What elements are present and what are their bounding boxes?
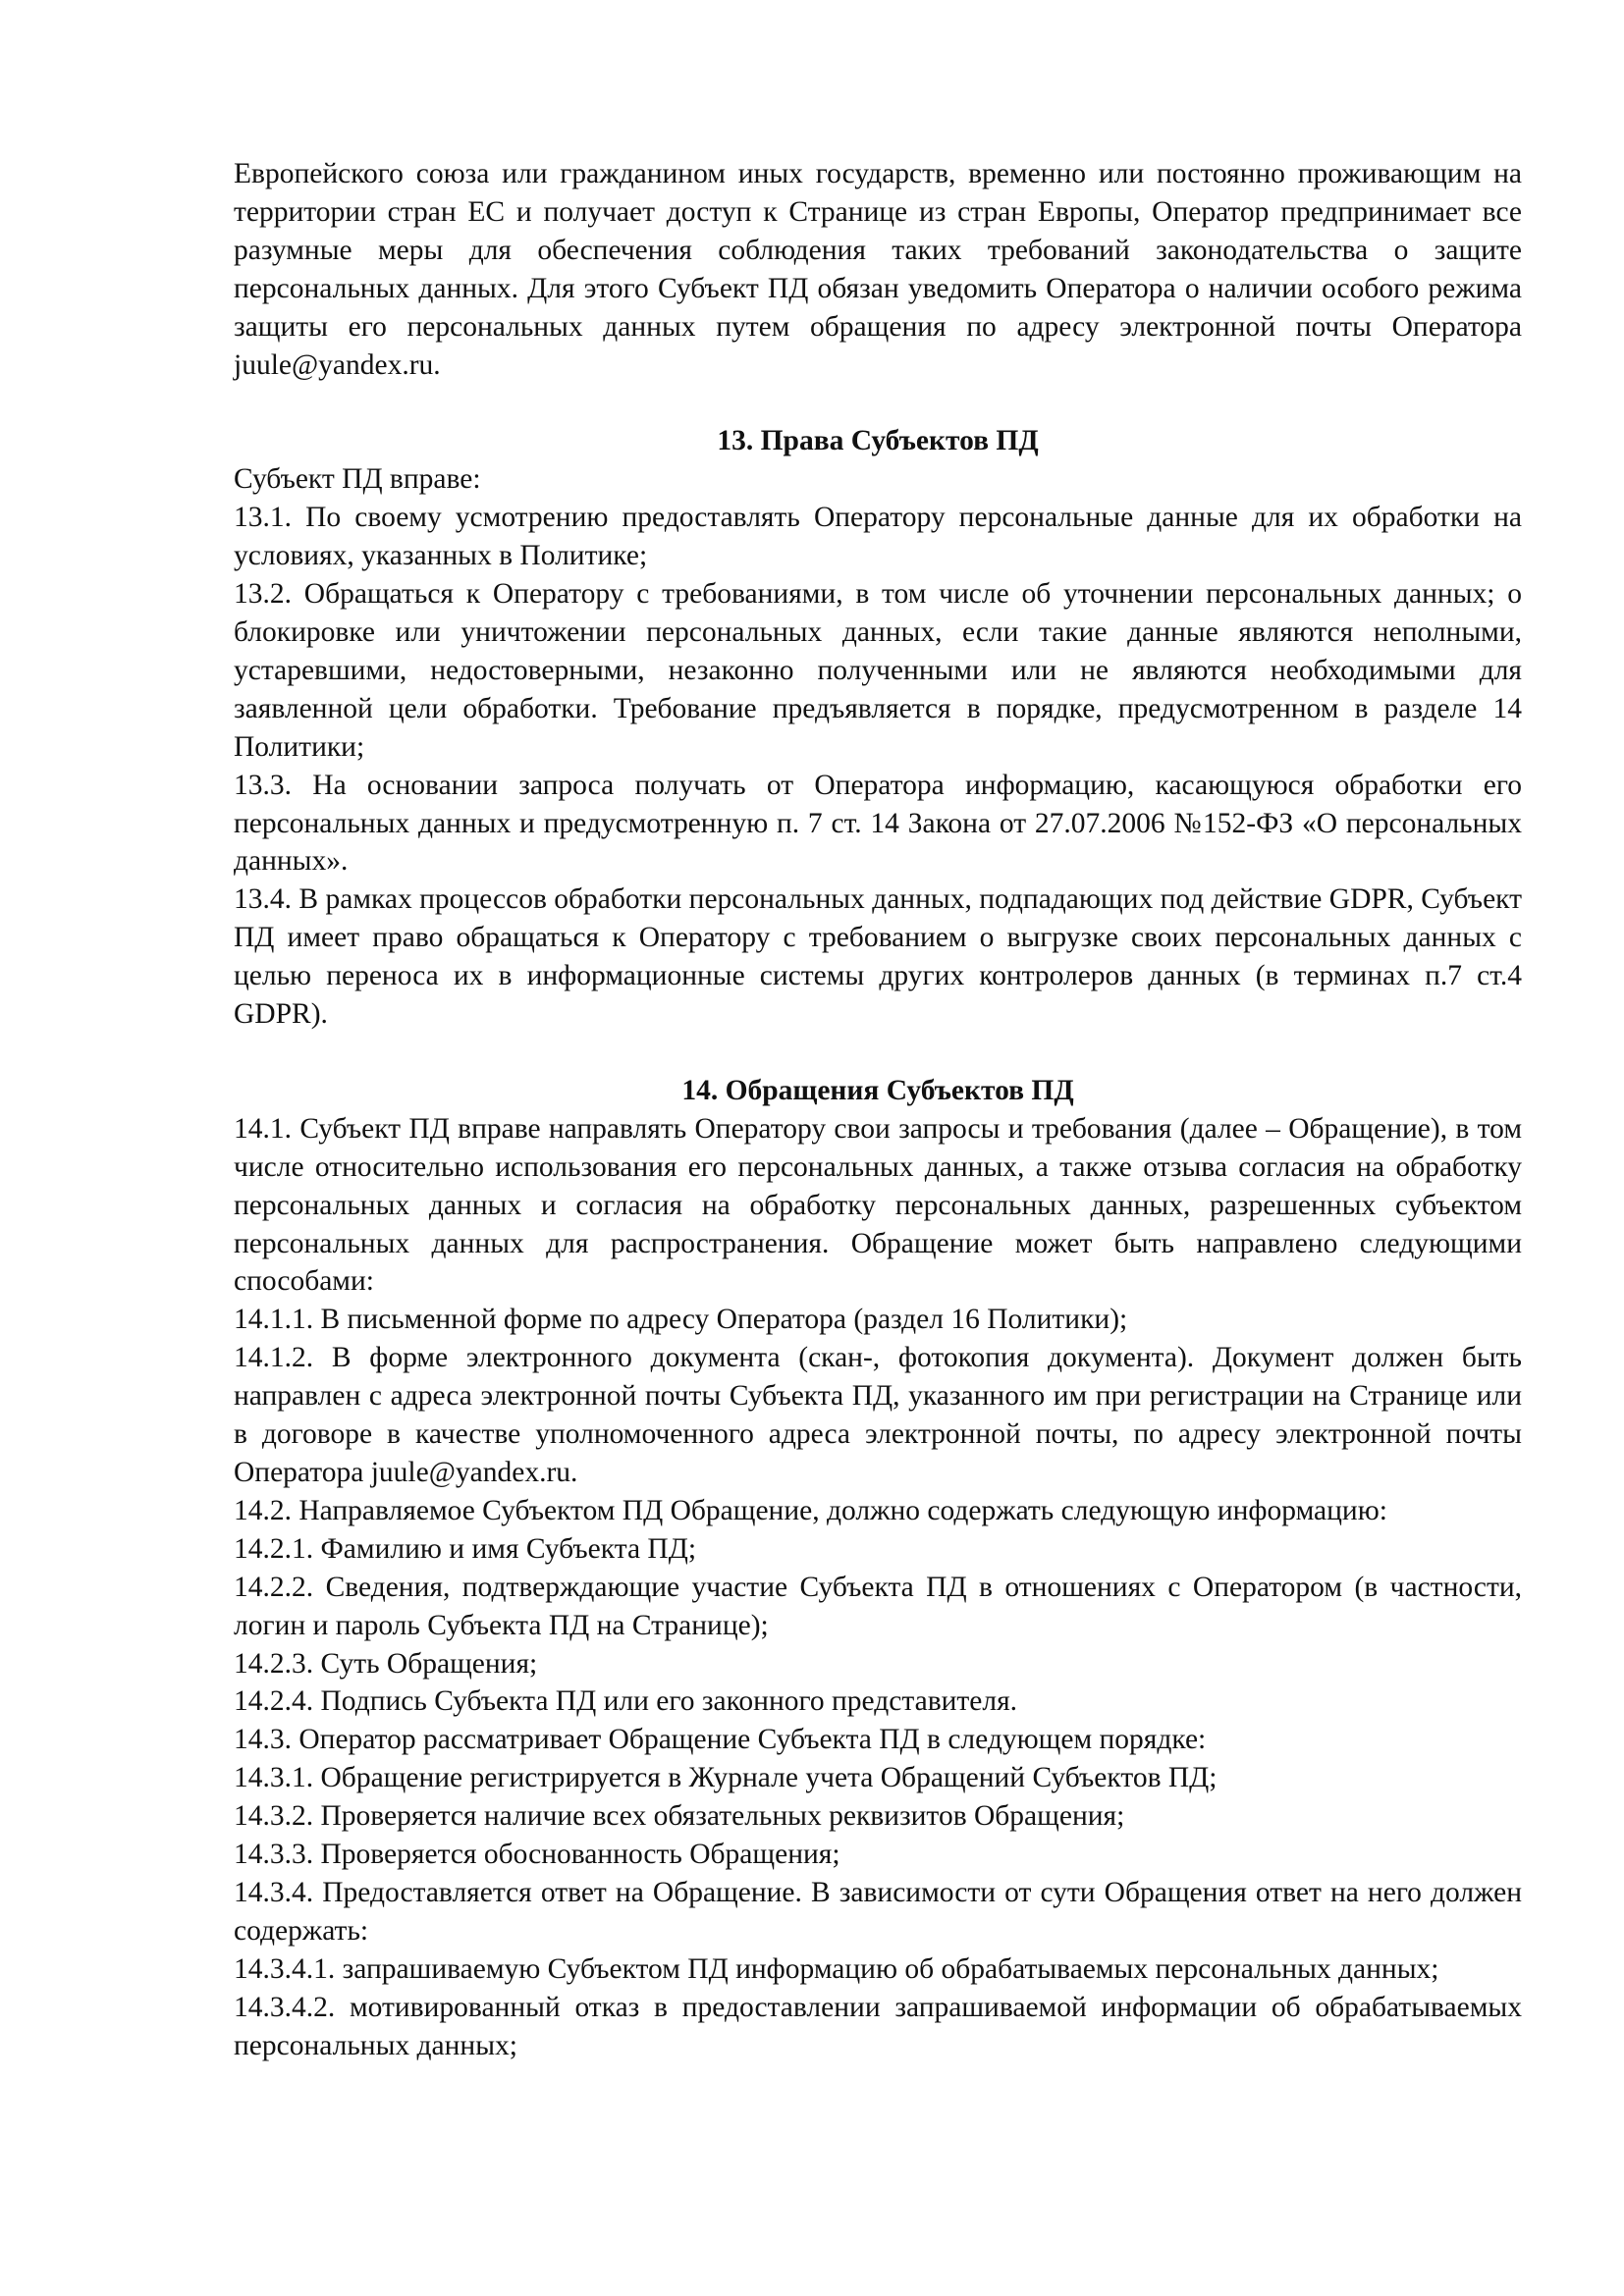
section-14-paragraph: 14.3.4.1. запрашиваемую Субъектом ПД информацию об обрабатываемых персональных данных; [234, 1952, 1439, 1985]
section-14-paragraph: 14.3.2. Проверяется наличие всех обязательных реквизитов Обращения; [234, 1800, 1125, 1833]
section-14-title: 14. Обращения Субъектов ПД [681, 1074, 1074, 1106]
section-14-paragraph: 14.2. Направляемое Субъектом ПД Обращение, должно содержать следующую информацию: [234, 1494, 1387, 1526]
section-14-paragraph: 14.2.2. Сведения, подтверждающие участие Субъекта ПД в отношениях с Оператором (в частности, логин и пароль Субъекта ПД на Странице); [234, 1571, 1522, 1641]
section-14-paragraph: 14.2.3. Суть Обращения; [234, 1647, 538, 1680]
section-14-paragraph: 14.3.4.2. мотивированный отказ в предоставлении запрашиваемой информации об обрабатываемых персональных данных; [234, 1991, 1522, 2061]
section-13-paragraph: Субъект ПД вправе: [234, 463, 481, 496]
section-14-paragraph: 14.3.1. Обращение регистрируется в Журнале учета Обращений Субъектов ПД; [234, 1762, 1218, 1794]
section-14-paragraph: 14.2.1. Фамилию и имя Субъекта ПД; [234, 1532, 697, 1565]
section-14-paragraph: 14.3.4. Предоставляется ответ на Обращение. В зависимости от сути Обращения ответ на него должен содержать: [234, 1876, 1522, 1947]
section-13-paragraph: 13.2. Обращаться к Оператору с требованиями, в том числе об уточнении персональных данных; о блокировке или уничтожении персональных данных, если такие данные являются неполными, устаревшими, недостоверными, незаконно полученными или не являются необходимыми для заявленной цели обработки. Требование предъявляется в порядке, предусмотренном в разделе 14 Политики; [234, 578, 1522, 763]
section-13-title: 13. Права Субъектов ПД [717, 425, 1039, 457]
section-14-paragraph: 14.1. Субъект ПД вправе направлять Оператору свои запросы и требования (далее – Обращение), в том числе относительно использования его персональных данных, а также отзыва согласия на обработку персональных данных и согласия на обработку персональных данных, разрешенных субъектом персональных данных для распространения. Обращение может быть направлено следующими способами: [234, 1112, 1522, 1298]
section-13-paragraph: 13.1. По своему усмотрению предоставлять Оператору персональные данные для их обработки на условиях, указанных в Политике; [234, 502, 1522, 572]
document-page [234, 155, 1522, 2065]
section-14-paragraph: 14.3.3. Проверяется обоснованность Обращения; [234, 1839, 840, 1871]
section-13-paragraph: 13.3. На основании запроса получать от Оператора информацию, касающуюся обработки его персональных данных и предусмотренную п. 7 ст. 14 Закона от 27.07.2006 №152-ФЗ «О персональных данных». [234, 769, 1522, 878]
intro-paragraph: Европейского союза или гражданином иных государств, временно или постоянно проживающим на территории стран ЕС и получает доступ к Странице из стран Европы, Оператор предпринимает все разумные меры для обеспечения соблюдения таких требований законодательства о защите персональных данных. Для этого Субъект ПД обязан уведомить Оператора о наличии особого режима защиты его персональных данных путем обращения по адресу электронной почты Оператора juule@yandex.ru. [234, 158, 1522, 381]
section-14-paragraph: 14.3. Оператор рассматривает Обращение Субъекта ПД в следующем порядке: [234, 1724, 1207, 1756]
section-14-paragraph: 14.2.4. Подпись Субъекта ПД или его законного представителя. [234, 1685, 1018, 1718]
section-14-paragraph: 14.1.2. В форме электронного документа (скан-, фотокопия документа). Документ должен быть направлен с адреса электронной почты Субъекта ПД, указанного им при регистрации на Странице или в договоре в качестве уполномоченного адреса электронной почты, по адресу электронной почты Оператора juule@yandex.ru. [234, 1342, 1522, 1488]
section-14-paragraph: 14.1.1. В письменной форме по адресу Оператора (раздел 16 Политики); [234, 1304, 1128, 1336]
section-13-paragraph: 13.4. В рамках процессов обработки персональных данных, подпадающих под действие GDPR, Субъект ПД имеет право обращаться к Оператору с требованием о выгрузке своих персональных данных с целью переноса их в информационные системы других контролеров данных (в терминах п.7 ст.4 GDPR). [234, 883, 1522, 1031]
